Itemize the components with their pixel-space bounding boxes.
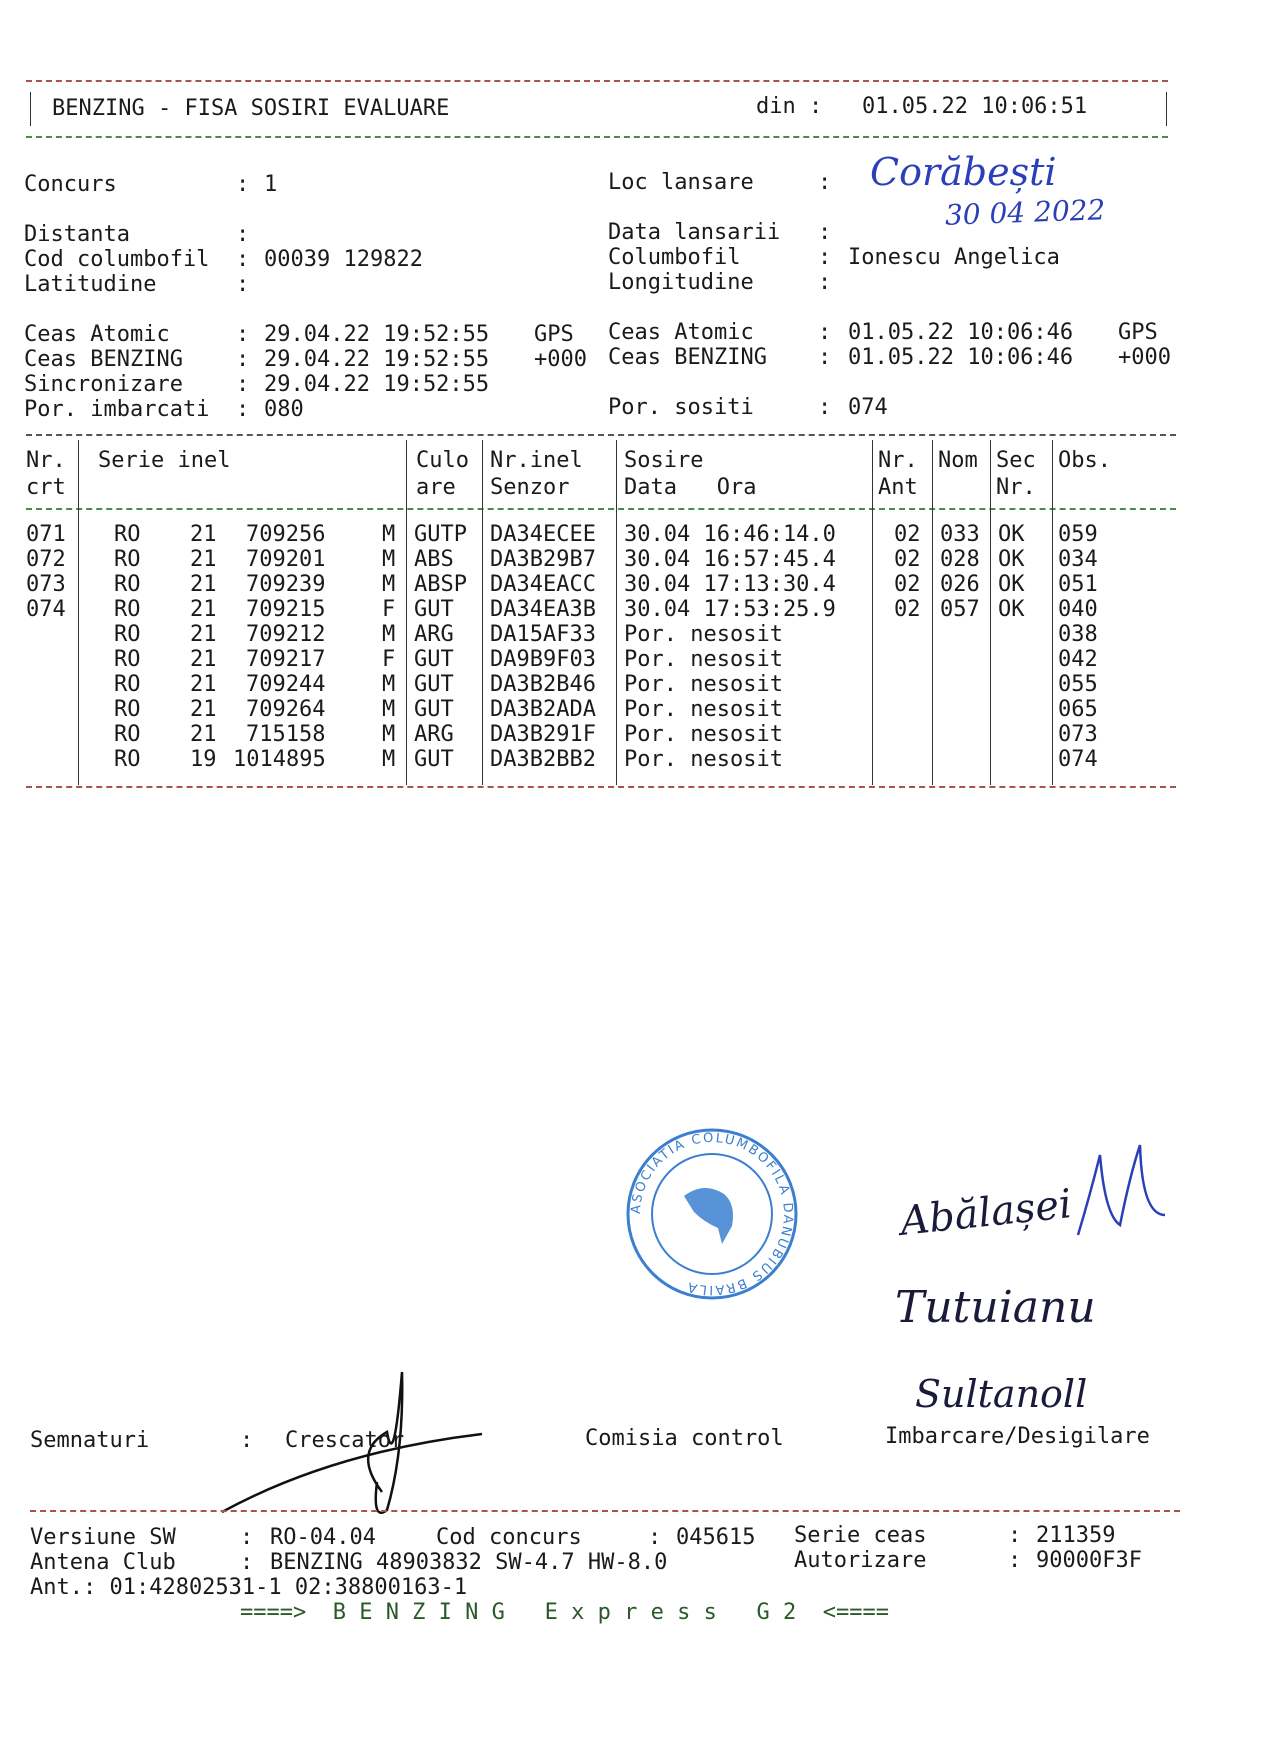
cell-an: 21 — [190, 672, 217, 697]
info-right-value: 01.05.22 10:06:46 — [848, 345, 1074, 370]
info-left-sep: : — [236, 322, 250, 347]
cell-nom: 033 — [940, 522, 980, 547]
cell-sosire: Por. nesosit — [624, 647, 783, 672]
cell-an: 21 — [190, 572, 217, 597]
cell-obs: 040 — [1058, 597, 1098, 622]
th-sec-1: Sec — [996, 448, 1036, 473]
cell-sosire: Por. nesosit — [624, 697, 783, 722]
cell-tara: RO — [114, 622, 141, 647]
cell-an: 19 — [190, 747, 217, 772]
crescator-label: Crescator — [285, 1428, 405, 1453]
info-left-sep: : — [236, 172, 250, 197]
signature-name-2: Tutuianu — [895, 1282, 1096, 1333]
cell-cul: ARG — [414, 722, 454, 747]
cell-inel: 709239 — [246, 572, 326, 597]
cell-tara: RO — [114, 522, 141, 547]
th-sosire-2: Data Ora — [624, 475, 757, 500]
cell-tara: RO — [114, 647, 141, 672]
cell-sosire: Por. nesosit — [624, 622, 783, 647]
ant-line: Ant.: 01:42802531-1 02:38800163-1 — [30, 1575, 468, 1600]
table-row — [0, 597, 1276, 622]
th-nr-crt-1: Nr. — [26, 448, 66, 473]
th-culoare-1: Culo — [416, 448, 469, 473]
cell-ant: 02 — [894, 572, 921, 597]
cell-inel: 709212 — [246, 622, 326, 647]
info-right-value: 074 — [848, 395, 888, 420]
cell-obs: 073 — [1058, 722, 1098, 747]
info-left-value: 29.04.22 19:52:55 — [264, 322, 490, 347]
cell-obs: 038 — [1058, 622, 1098, 647]
cell-cul: GUT — [414, 747, 454, 772]
cell-inel: 709217 — [246, 647, 326, 672]
cell-senzor: DA3B2ADA — [490, 697, 596, 722]
cell-tara: RO — [114, 747, 141, 772]
info-left-label: Ceas Atomic — [24, 322, 170, 347]
info-left-value: 29.04.22 19:52:55 — [264, 372, 490, 397]
cell-obs: 074 — [1058, 747, 1098, 772]
th-sec-2: Nr. — [996, 475, 1036, 500]
cell-obs: 051 — [1058, 572, 1098, 597]
cell-sec: OK — [998, 597, 1025, 622]
info-left-value: 1 — [264, 172, 278, 197]
table-row — [0, 647, 1276, 672]
header-bottom-border — [26, 136, 1168, 138]
th-serie-inel: Serie inel — [98, 448, 231, 473]
cell-sosire: Por. nesosit — [624, 672, 783, 697]
info-right-label: Ceas Atomic — [608, 320, 754, 345]
info-right-label: Loc lansare — [608, 170, 754, 195]
info-right-label: Ceas BENZING — [608, 345, 767, 370]
benzing-banner: ====> B E N Z I N G E x p r e s s G 2 <==== — [240, 1600, 890, 1625]
th-nom: Nom — [938, 448, 978, 473]
info-left-suffix: GPS — [534, 322, 574, 347]
cell-tara: RO — [114, 722, 141, 747]
cell-sex: M — [382, 722, 396, 747]
imbarcare-label: Imbarcare/Desigilare — [885, 1424, 1150, 1449]
cell-senzor: DA15AF33 — [490, 622, 596, 647]
info-left-sep: : — [236, 247, 250, 272]
pigeon-icon — [684, 1188, 733, 1244]
cell-tara: RO — [114, 697, 141, 722]
cell-senzor: DA34ECEE — [490, 522, 596, 547]
cell-nom: 057 — [940, 597, 980, 622]
info-right-suffix: +000 — [1118, 345, 1171, 370]
cell-sex: M — [382, 622, 396, 647]
cod-concurs-label: Cod concurs — [436, 1525, 582, 1550]
th-nr-ant-2: Ant — [878, 475, 918, 500]
cell-an: 21 — [190, 597, 217, 622]
signature-scribble-1 — [1070, 1135, 1170, 1245]
info-left-label: Sincronizare — [24, 372, 183, 397]
cell-senzor: DA3B29B7 — [490, 547, 596, 572]
footer-sep: : — [1008, 1523, 1022, 1548]
th-nr-ant-1: Nr. — [878, 448, 918, 473]
table-row — [0, 522, 1276, 547]
info-left-sep: : — [236, 272, 250, 297]
info-right-value: 01.05.22 10:06:46 — [848, 320, 1074, 345]
cell-ant: 02 — [894, 522, 921, 547]
cell-senzor: DA3B291F — [490, 722, 596, 747]
cell-sex: F — [382, 597, 396, 622]
cell-nr: 074 — [26, 597, 66, 622]
din-label: din : — [756, 94, 823, 119]
cell-inel: 709244 — [246, 672, 326, 697]
cell-an: 21 — [190, 622, 217, 647]
cell-tara: RO — [114, 547, 141, 572]
cell-cul: GUT — [414, 672, 454, 697]
cell-sosire: Por. nesosit — [624, 722, 783, 747]
cell-nom: 026 — [940, 572, 980, 597]
info-right-sep: : — [818, 345, 832, 370]
info-left-label: Concurs — [24, 172, 117, 197]
cell-inel: 709215 — [246, 597, 326, 622]
info-left-sep: : — [236, 222, 250, 247]
table-row — [0, 622, 1276, 647]
cell-sex: M — [382, 672, 396, 697]
cell-cul: GUT — [414, 697, 454, 722]
cell-an: 21 — [190, 722, 217, 747]
cell-obs: 034 — [1058, 547, 1098, 572]
footer-sep: : — [1008, 1548, 1022, 1573]
cell-sosire: 30.04 16:46:14.0 — [624, 522, 836, 547]
info-right-sep: : — [818, 245, 832, 270]
cod-concurs-value: 045615 — [676, 1525, 756, 1550]
info-left-suffix: +000 — [534, 347, 587, 372]
cell-sosire: 30.04 17:13:30.4 — [624, 572, 836, 597]
th-obs: Obs. — [1058, 448, 1111, 473]
info-left-label: Latitudine — [24, 272, 157, 297]
cell-cul: ABSP — [414, 572, 467, 597]
info-right-value: Ionescu Angelica — [848, 245, 1060, 270]
info-left-sep: : — [236, 372, 250, 397]
cell-senzor: DA9B9F03 — [490, 647, 596, 672]
info-right-label: Por. sositi — [608, 395, 754, 420]
cell-an: 21 — [190, 547, 217, 572]
info-left-label: Ceas BENZING — [24, 347, 183, 372]
cell-senzor: DA34EA3B — [490, 597, 596, 622]
footer-sep: : — [240, 1525, 254, 1550]
signature-name-1: Abălașei — [898, 1181, 1074, 1245]
cell-sec: OK — [998, 522, 1025, 547]
cell-sosire: 30.04 17:53:25.9 — [624, 597, 836, 622]
antena-value: BENZING 48903832 SW-4.7 HW-8.0 — [270, 1550, 668, 1575]
handwritten-data-lansarii: 30 04 2022 — [944, 193, 1106, 232]
versiune-label: Versiune SW — [30, 1525, 176, 1550]
cell-sec: OK — [998, 547, 1025, 572]
table-row — [0, 697, 1276, 722]
handwritten-loc-lansare: Corăbești — [870, 150, 1057, 194]
cell-an: 21 — [190, 522, 217, 547]
th-nr-inel-2: Senzor — [490, 475, 570, 500]
header-right-bar — [1166, 92, 1167, 126]
cell-an: 21 — [190, 697, 217, 722]
info-right-sep: : — [818, 320, 832, 345]
cell-cul: GUT — [414, 597, 454, 622]
table-top-border — [26, 434, 1176, 436]
footer-sep: : — [648, 1525, 662, 1550]
cell-obs: 065 — [1058, 697, 1098, 722]
footer-border — [30, 1510, 1180, 1512]
info-right-suffix: GPS — [1118, 320, 1158, 345]
cell-sex: M — [382, 522, 396, 547]
table-row — [0, 722, 1276, 747]
autorizare-label: Autorizare — [794, 1548, 927, 1573]
cell-inel: 1014895 — [233, 747, 326, 772]
info-right-sep: : — [818, 220, 832, 245]
cell-tara: RO — [114, 572, 141, 597]
info-left-value: 29.04.22 19:52:55 — [264, 347, 490, 372]
info-right-label: Data lansarii — [608, 220, 781, 245]
info-left-label: Cod columbofil — [24, 247, 210, 272]
footer-sep: : — [240, 1550, 254, 1575]
cell-sex: M — [382, 547, 396, 572]
table-header-border — [26, 508, 1176, 510]
cell-ant: 02 — [894, 547, 921, 572]
cell-sex: M — [382, 747, 396, 772]
table-body — [0, 522, 1276, 782]
table-row — [0, 672, 1276, 697]
cell-ant: 02 — [894, 597, 921, 622]
th-culoare-2: are — [416, 475, 456, 500]
versiune-value: RO-04.04 — [270, 1525, 376, 1550]
cell-nr: 073 — [26, 572, 66, 597]
th-nr-crt-2: crt — [26, 475, 66, 500]
cell-sex: M — [382, 572, 396, 597]
cell-nr: 071 — [26, 522, 66, 547]
info-left-value: 080 — [264, 397, 304, 422]
semnaturi-sep: : — [240, 1428, 254, 1453]
cell-sosire: 30.04 16:57:45.4 — [624, 547, 836, 572]
info-right-sep: : — [818, 170, 832, 195]
cell-obs: 042 — [1058, 647, 1098, 672]
cell-nom: 028 — [940, 547, 980, 572]
cell-an: 21 — [190, 647, 217, 672]
table-bottom-border — [26, 786, 1176, 788]
header-left-bar — [30, 92, 31, 126]
club-stamp — [624, 1126, 800, 1302]
din-value: 01.05.22 10:06:51 — [862, 94, 1088, 119]
cell-senzor: DA3B2BB2 — [490, 747, 596, 772]
th-nr-inel-1: Nr.inel — [490, 448, 583, 473]
cell-inel: 709264 — [246, 697, 326, 722]
comisia-label: Comisia control — [585, 1426, 784, 1451]
autorizare-value: 90000F3F — [1036, 1548, 1142, 1573]
header-top-border — [26, 80, 1168, 82]
stamp-text: ASOCIATIA COLUMBOFILA DANUBIUS BRAILA — [628, 1130, 796, 1298]
serie-ceas-value: 211359 — [1036, 1523, 1116, 1548]
table-row — [0, 747, 1276, 772]
cell-nr: 072 — [26, 547, 66, 572]
cell-senzor: DA3B2B46 — [490, 672, 596, 697]
cell-inel: 715158 — [246, 722, 326, 747]
antena-label: Antena Club — [30, 1550, 176, 1575]
info-right-label: Columbofil — [608, 245, 741, 270]
cell-sex: F — [382, 647, 396, 672]
serie-ceas-label: Serie ceas — [794, 1523, 927, 1548]
table-row — [0, 572, 1276, 597]
info-left-label: Distanta — [24, 222, 130, 247]
cell-sosire: Por. nesosit — [624, 747, 783, 772]
th-sosire-1: Sosire — [624, 448, 704, 473]
cell-cul: ARG — [414, 622, 454, 647]
semnaturi-label: Semnaturi — [30, 1428, 150, 1453]
cell-tara: RO — [114, 672, 141, 697]
cell-cul: GUT — [414, 647, 454, 672]
info-left-sep: : — [236, 347, 250, 372]
document-title: BENZING - FISA SOSIRI EVALUARE — [52, 96, 450, 121]
info-right-label: Longitudine — [608, 270, 754, 295]
info-right-sep: : — [818, 395, 832, 420]
info-left-sep: : — [236, 397, 250, 422]
cell-sex: M — [382, 697, 396, 722]
table-row — [0, 547, 1276, 572]
cell-cul: GUTP — [414, 522, 467, 547]
info-left-value: 00039 129822 — [264, 247, 423, 272]
cell-inel: 709201 — [246, 547, 326, 572]
cell-obs: 059 — [1058, 522, 1098, 547]
cell-cul: ABS — [414, 547, 454, 572]
info-left-label: Por. imbarcati — [24, 397, 210, 422]
cell-senzor: DA34EACC — [490, 572, 596, 597]
cell-obs: 055 — [1058, 672, 1098, 697]
cell-inel: 709256 — [246, 522, 326, 547]
cell-sec: OK — [998, 572, 1025, 597]
info-right-sep: : — [818, 270, 832, 295]
signature-name-3: Sultanoll — [915, 1372, 1088, 1416]
cell-tara: RO — [114, 597, 141, 622]
